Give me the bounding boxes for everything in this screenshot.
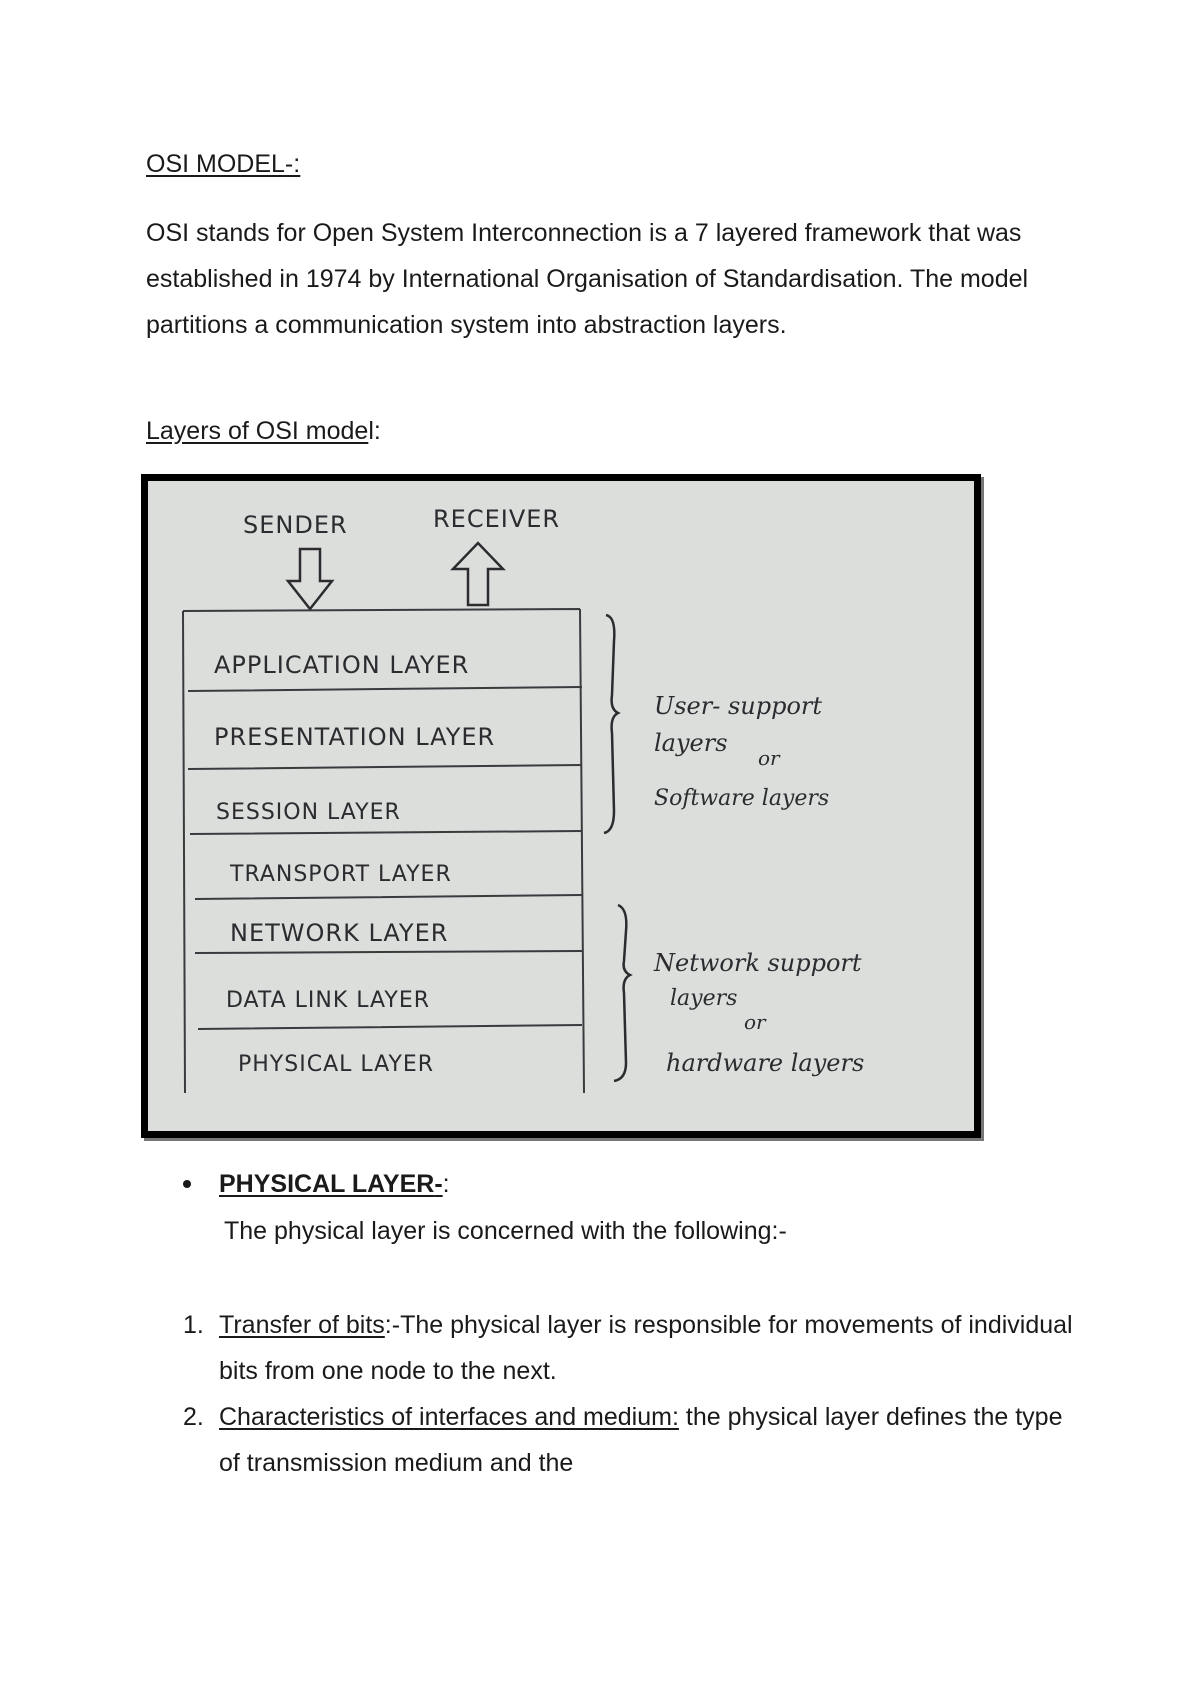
user-support-brace [604, 615, 618, 833]
layer-transport: TRANSPORT LAYER [230, 862, 452, 887]
list-item: 2. Characteristics of interfaces and medium: the physical layer defines the type of transmission medium and the [183, 1403, 1063, 1477]
list-item-term: Transfer of bits [219, 1311, 385, 1339]
bullet-icon [183, 1180, 191, 1188]
osi-diagram [148, 481, 974, 1131]
list-item-text: The physical layer is responsible for movements of individual bits from one node to the next. [219, 1311, 1073, 1385]
osi-diagram-photo [141, 474, 981, 1138]
down-arrow-icon [288, 549, 332, 609]
user-group-line4: Software layers [654, 786, 830, 811]
network-group-line2: layers [670, 986, 738, 1011]
physical-layer-list [180, 1302, 1080, 1486]
layer-application: APPLICATION LAYER [214, 651, 470, 679]
user-group-line2: layers [654, 729, 728, 757]
up-arrow-icon [453, 543, 503, 605]
list-item-text: the physical layer defines the type of transmission medium and the [219, 1403, 1063, 1477]
network-group-line3: or [744, 1010, 766, 1034]
network-group-line1: Network support [654, 949, 862, 977]
layer-datalink: DATA LINK LAYER [226, 988, 431, 1013]
layer-session: SESSION LAYER [216, 800, 401, 825]
list-item: 1. Transfer of bits:-The physical layer is responsible for movements of individual bits from one node to the next. [183, 1311, 1073, 1385]
sender-label: SENDER [243, 511, 348, 539]
receiver-label: RECEIVER [433, 505, 561, 533]
user-group-line3: or [758, 746, 780, 770]
layer-presentation: PRESENTATION LAYER [214, 723, 496, 751]
physical-layer-subtitle: The physical layer is concerned with the following:- [224, 1217, 787, 1245]
page-title: OSI MODEL-: [146, 150, 301, 178]
layer-network: NETWORK LAYER [230, 919, 449, 947]
layers-heading: Layers of OSI model: [146, 417, 381, 445]
network-support-brace [614, 905, 630, 1081]
layer-physical: PHYSICAL LAYER [238, 1052, 435, 1077]
layer-stack-outline [183, 609, 584, 1093]
physical-layer-heading: PHYSICAL LAYER-: [219, 1170, 450, 1198]
user-group-line1: User- support [654, 692, 823, 720]
network-group-line4: hardware layers [666, 1049, 865, 1077]
list-item-term: Characteristics of interfaces and medium: [219, 1403, 679, 1431]
intro-paragraph: OSI stands for Open System Interconnection is a 7 layered framework that was established in 1974 by International Organisation of Standardisation. The model partitions a communication system into abstraction layers. [146, 219, 1029, 339]
